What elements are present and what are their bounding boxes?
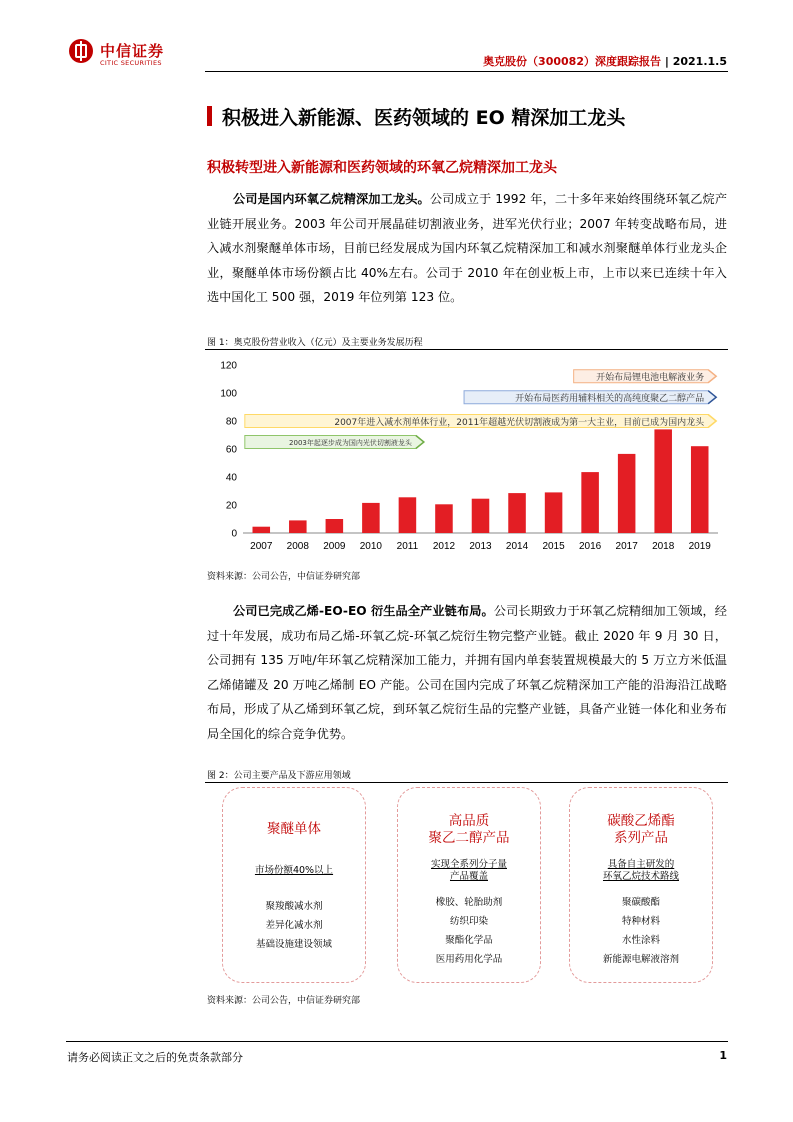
product-title: 碳酸乙烯酯	[607, 813, 675, 829]
y-tick-label: 20	[225, 500, 237, 512]
footer-disclaimer: 请务必阅读正文之后的免责条款部分	[67, 1051, 243, 1064]
x-tick-label: 2010	[359, 541, 383, 552]
page-number: 1	[719, 1049, 727, 1062]
x-tick-label: 2013	[469, 541, 492, 552]
revenue-bar	[326, 519, 344, 533]
x-tick-label: 2014	[505, 541, 529, 552]
product-application: 基础设施建设领域	[255, 939, 332, 950]
revenue-bar	[362, 503, 380, 533]
product-application: 聚碳酸酯	[621, 897, 660, 908]
citic-logo-icon	[68, 38, 94, 64]
product-highlight: 实现全系列分子量	[430, 859, 507, 870]
header-separator: |	[664, 55, 669, 68]
report-date: 2021.1.5	[672, 55, 727, 68]
figure-2-caption: 图 2：公司主要产品及下游应用领域	[207, 771, 351, 781]
logo-text-cn: 中信证券	[100, 42, 165, 60]
product-title: 聚醚单体	[267, 821, 321, 837]
product-box-polyether-monomer	[222, 787, 366, 983]
paragraph-1-lead: 公司是国内环氧乙烷精深加工龙头。	[233, 192, 430, 206]
paragraph-1-body: 公司成立于 1992 年，二十多年来始终围绕环氧乙烷产业链开展业务。2003 年公司开展晶硅切割液业务，进军光伏行业；2007 年转变战略布局，进入减水剂聚醚单体市场，目前已经发展成为国内环氧乙烷精深加工和减水剂聚醚单体行业龙头企业，聚醚单体市场份额占比 40%左右。公司于 2010 年在创业板上市，上市以来已连续十年入选中国化工 500 强，2019 年位列第 123 位。	[207, 192, 728, 305]
revenue-bar	[545, 492, 563, 533]
revenue-bar	[472, 499, 490, 533]
y-tick-label: 40	[225, 472, 237, 484]
product-application: 聚羧酸减水剂	[265, 901, 323, 912]
product-application: 橡胶、轮胎助剂	[435, 897, 503, 908]
product-application: 纺织印染	[449, 916, 488, 927]
revenue-bar	[289, 520, 307, 533]
product-box-ethylene-carbonate	[569, 787, 713, 983]
section-title-marker	[207, 106, 212, 126]
figure-1-caption: 图 1：奥克股份营业收入（亿元）及主要业务发展历程	[207, 338, 423, 348]
product-application: 差异化减水剂	[265, 920, 323, 931]
milestone-label: 2007年进入减水剂单体行业，2011年超越光伏切割液成为第一大主业，目前已成为国内龙头	[334, 418, 705, 428]
header-divider	[205, 71, 728, 72]
x-tick-label: 2008	[286, 541, 309, 552]
y-tick-label: 80	[225, 416, 237, 428]
logo-text-en: CITIC SECURITIES	[100, 59, 162, 67]
product-highlight: 具备自主研发的	[607, 859, 675, 870]
revenue-bar	[508, 493, 526, 533]
product-application: 特种材料	[621, 916, 660, 927]
x-tick-label: 2016	[578, 541, 602, 552]
paragraph-1	[207, 187, 727, 310]
figure-1-divider	[205, 349, 728, 350]
product-title: 高品质	[448, 813, 490, 829]
product-application: 新能源电解液溶剂	[602, 954, 679, 965]
product-application: 水性涂料	[621, 935, 660, 946]
figure-2-divider	[205, 782, 728, 783]
footer-divider	[66, 1041, 728, 1042]
paragraph-2-body: 公司长期致力于环氧乙烷精细加工领域，经过十年发展，成功布局乙烯-环氧乙烷-环氧乙烷衍生物完整产业链。截止 2020 年 9 月 30 日，公司拥有 135 万吨/年环氧乙烷精深加工能力，并拥有国内单套装置规模最大的 5 万立方米低温乙烯储罐及 20 万吨乙烯制 EO 产能。公司在国内完成了环氧乙烷精深加工产能的沿海沿江战略布局，形成了从乙烯到环氧乙烷，到环氧乙烷衍生品的完整产业链，具备产业链一体化和业务布局全国化的综合竞争优势。	[207, 604, 727, 741]
figure-2-source: 资料来源：公司公告，中信证券研究部	[207, 996, 361, 1006]
milestone-label: 开始布局医药用辅料相关的高纯度聚乙二醇产品	[515, 394, 705, 405]
header-report-info	[483, 53, 727, 69]
report-title: 奥克股份（300082）深度跟踪报告	[483, 55, 661, 68]
section-title: 积极进入新能源、医药领域的 EO 精深加工龙头	[222, 107, 626, 129]
y-tick-label: 120	[220, 360, 237, 372]
x-tick-label: 2011	[396, 541, 419, 552]
x-tick-label: 2009	[323, 541, 346, 552]
product-highlight-line2: 产品覆盖	[449, 871, 488, 882]
revenue-bar	[581, 472, 599, 533]
x-tick-label: 2007	[250, 541, 273, 552]
y-tick-label: 60	[225, 444, 237, 456]
revenue-bar	[654, 429, 672, 533]
x-tick-label: 2018	[652, 541, 675, 552]
figure-1-source: 资料来源：公司公告，中信证券研究部	[207, 572, 361, 582]
revenue-bar	[618, 454, 636, 533]
x-tick-label: 2019	[688, 541, 711, 552]
revenue-bar-chart	[205, 352, 728, 562]
milestone-label: 开始布局锂电池电解液业务	[596, 373, 705, 384]
product-title-line2: 聚乙二醇产品	[428, 830, 510, 846]
product-application: 聚酯化学品	[445, 935, 493, 946]
product-highlight-line2: 环氧乙烷技术路线	[602, 871, 679, 882]
revenue-bar	[399, 497, 417, 533]
paragraph-2	[207, 599, 727, 747]
product-highlight: 市场份额40%以上	[254, 865, 334, 876]
x-tick-label: 2017	[615, 541, 638, 552]
x-tick-label: 2015	[542, 541, 565, 552]
y-tick-label: 0	[231, 528, 237, 540]
revenue-bar	[435, 504, 453, 533]
product-title-line2: 系列产品	[614, 830, 668, 846]
paragraph-2-lead: 公司已完成乙烯-EO-EO 衍生品全产业链布局。	[233, 604, 494, 618]
y-tick-label: 100	[220, 388, 237, 400]
product-box-peg	[397, 787, 541, 983]
subsection-title: 积极转型进入新能源和医药领域的环氧乙烷精深加工龙头	[207, 160, 557, 176]
product-application: 医用药用化学品	[435, 954, 503, 965]
revenue-bar	[691, 446, 709, 533]
milestone-label: 2003年起逐步成为国内光伏切割液龙头	[289, 439, 412, 447]
x-tick-label: 2012	[432, 541, 456, 552]
revenue-bar	[253, 527, 271, 533]
